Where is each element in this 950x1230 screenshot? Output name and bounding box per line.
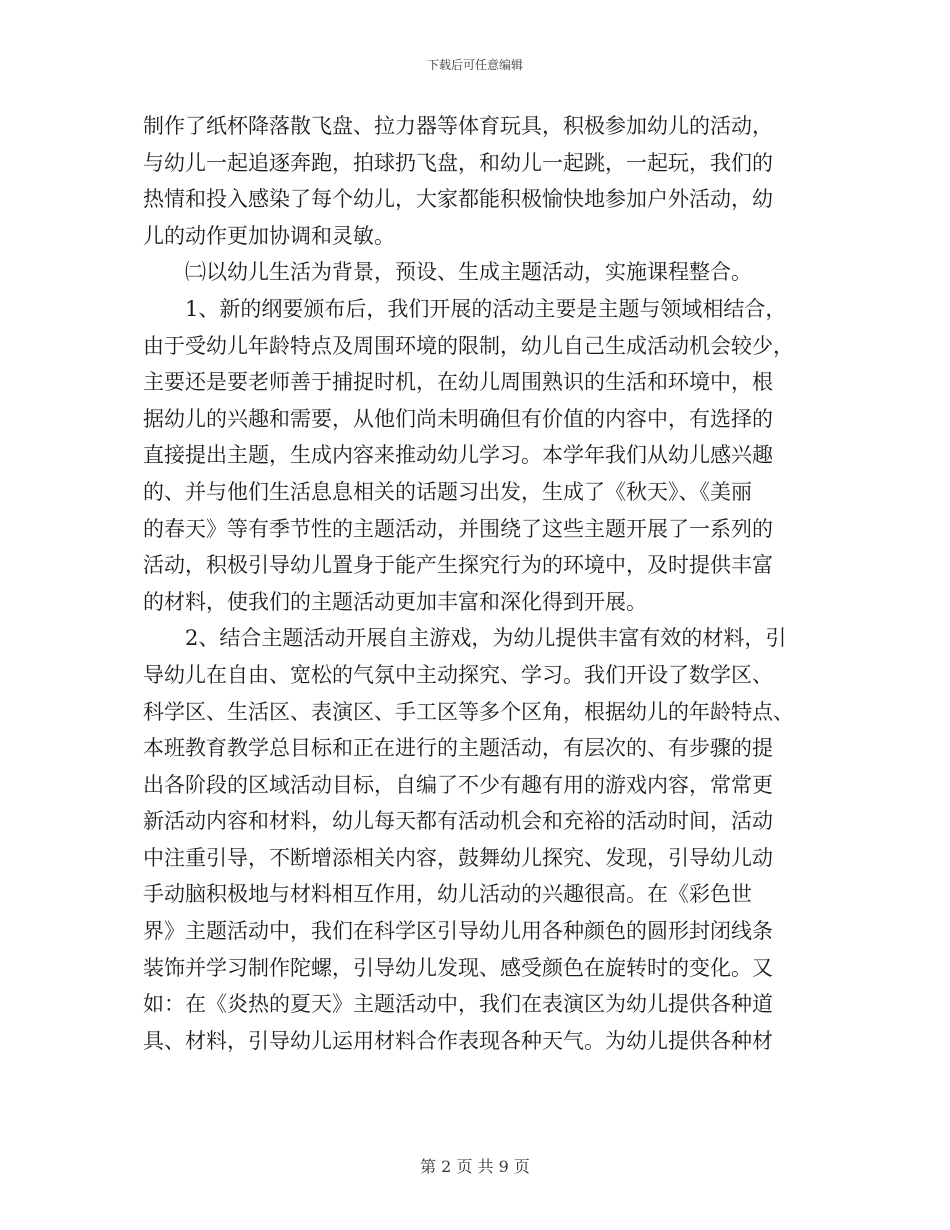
body-line-9: 据幼儿的兴趣和需要，从他们尚未明确但有价值的内容中，有选择的 <box>143 406 773 431</box>
body-line-5: ㈡以幼儿生活为背景，预设、生成主题活动，实施课程整合。 <box>185 260 752 285</box>
body-line-2: 与幼儿一起追逐奔跑，拍球扔飞盘，和幼儿一起跳，一起玩，我们的 <box>143 150 773 175</box>
body-line-13: 活动，积极引导幼儿置身于能产生探究行为的环境中，及时提供丰富 <box>143 553 773 578</box>
body-line-16: 导幼儿在自由、宽松的气氛中主动探究、学习。我们开设了数学区、 <box>143 662 773 687</box>
body-line-25: 如：在《炎热的夏天》主题活动中，我们在表演区为幼儿提供各种道 <box>143 992 773 1017</box>
body-line-23: 界》主题活动中，我们在科学区引导幼儿用各种颜色的圆形封闭线条 <box>143 919 773 944</box>
body-line-7: 由于受幼儿年龄特点及周围环境的限制，幼儿自己生成活动机会较少， <box>143 333 794 358</box>
body-line-18: 本班教育教学总目标和正在进行的主题活动，有层次的、有步骤的提 <box>143 736 773 761</box>
body-line-22: 手动脑积极地与材料相互作用，幼儿活动的兴趣很高。在《彩色世 <box>143 882 752 907</box>
body-line-1: 制作了纸杯降落散飞盘、拉力器等体育玩具，积极参加幼儿的活动， <box>143 114 773 138</box>
body-line-17: 科学区、生活区、表演区、手工区等多个区角，根据幼儿的年龄特点、 <box>143 699 794 724</box>
page-number-footer: 第 2 页 共 9 页 <box>420 1157 530 1176</box>
body-line-15: 2、结合主题活动开展自主游戏，为幼儿提供丰富有效的材料，引 <box>185 626 787 651</box>
body-line-10: 直接提出主题，生成内容来推动幼儿学习。本学年我们从幼儿感兴趣 <box>143 443 773 468</box>
body-line-20: 新活动内容和材料，幼儿每天都有活动机会和充裕的活动时间，活动 <box>143 809 773 834</box>
body-line-24: 装饰并学习制作陀螺，引导幼儿发现、感受颜色在旋转时的变化。又 <box>143 955 773 980</box>
document-body <box>143 108 808 1059</box>
body-line-4: 儿的动作更加协调和灵敏。 <box>143 223 395 248</box>
body-line-11: 的、并与他们生活息息相关的话题习出发，生成了《秋天》、《美丽 <box>143 479 752 504</box>
body-line-26: 具、材料，引导幼儿运用材料合作表现各种天气。为幼儿提供各种材 <box>143 1028 773 1053</box>
body-line-12: 的春天》等有季节性的主题活动，并围绕了这些主题开展了一系列的 <box>143 516 773 541</box>
page-header-note: 下载后可任意编辑 <box>426 58 523 72</box>
body-line-19: 出各阶段的区域活动目标，自编了不少有趣有用的游戏内容，常常更 <box>143 772 773 797</box>
body-line-14: 的材料，使我们的主题活动更加丰富和深化得到开展。 <box>143 589 647 614</box>
body-line-3: 热情和投入感染了每个幼儿，大家都能积极愉快地参加户外活动，幼 <box>143 187 773 212</box>
body-line-6: 1、新的纲要颁布后，我们开展的活动主要是主题与领域相结合， <box>185 296 787 321</box>
body-line-8: 主要还是要老师善于捕捉时机，在幼儿周围熟识的生活和环境中，根 <box>143 370 773 395</box>
body-line-21: 中注重引导，不断增添相关内容，鼓舞幼儿探究、发现，引导幼儿动 <box>143 845 773 870</box>
